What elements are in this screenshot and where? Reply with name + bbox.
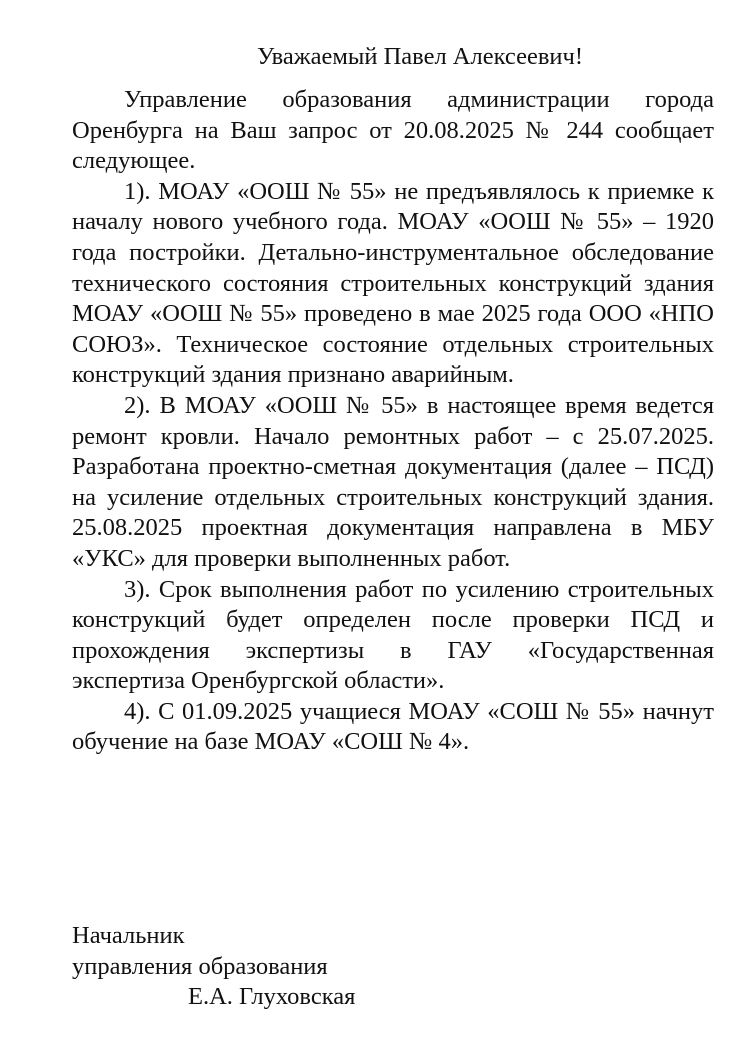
paragraph-item-3: 3). Срок выполнения работ по усилению строительных конструкций будет определен после проверки ПСД и прохождения экспертизы в ГАУ «Государственная экспертиза Оренбургской области». [72,575,714,695]
letter-greeting: Уважаемый Павел Алексеевич! [257,43,583,70]
signature-name: Е.А. Глуховская [188,983,356,1011]
paragraph-intro: Управление образования администрации города Оренбурга на Ваш запрос от 20.08.2025 № 244 сообщает следующее. [72,86,714,175]
letter-body [72,85,714,758]
paragraph-item-4: 4). С 01.09.2025 учащиеся МОАУ «СОШ № 55» начнут обучение на базе МОАУ «СОШ № 4». [72,697,714,756]
paragraph-item-1: 1). МОАУ «ООШ № 55» не предъявлялось к приемке к началу нового учебного года. МОАУ «ООШ № 55» – 1920 года постройки. Детально-инструментальное обследование технического состояния строительных конструкций здания МОАУ «ООШ № 55» проведено в мае 2025 года ООО «НПО СОЮЗ». Техническое состояние отдельных строительных конструкций здания признано аварийным. [72,177,714,389]
signature-block [72,921,572,1013]
signature-position-line2: управления образования [72,952,328,980]
signature-position-line1: Начальник [72,922,185,949]
paragraph-item-2: 2). В МОАУ «ООШ № 55» в настоящее время ведется ремонт кровли. Начало ремонтных работ – с 25.07.2025. Разработана проектно-сметная документация (далее – ПСД) на усиление отдельных строительных конструкций здания. 25.08.2025 проектная документация направлена в МБУ «УКС» для проверки выполненных работ. [72,391,714,572]
